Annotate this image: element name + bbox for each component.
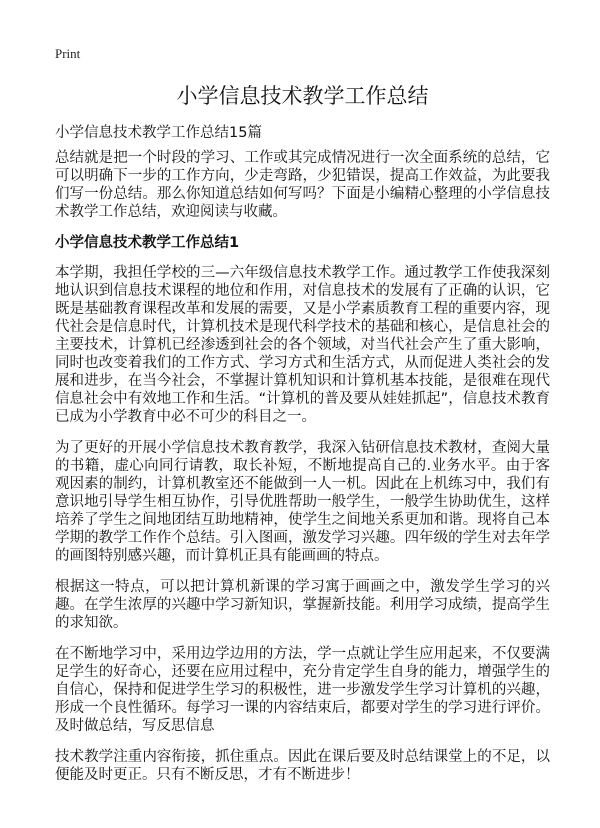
document-body (55, 149, 550, 797)
paragraph: 本学期，我担任学校的三—六年级信息技术教学工作。通过教学工作使我深刻地认识到信息技术课程的地位和作用，对信息技术的发展有了正确的认识，它既是基础教育课程改革和发展的需要，又是小学素质教育工程的重要内容，现代社会是信息时代，计算机技术是现代科学技术的基础和核心，是信息社会的主要技术，计算机已经渗透到社会的各个领域，对当代社会产生了重大影响，同时也改变着我们的工作方式、学习方式和生活方式，从而促进人类社会的发展和进步，在当今社会，不掌握计算机知识和计算机基本技能，是很难在现代信息社会中有效地工作和生活。“计算机的普及要从娃娃抓起”，信息技术教育已成为小学教育中必不可少的科目之一。 (55, 265, 550, 425)
paragraph: 技术教学注重内容衔接，抓住重点。因此在课后要及时总结课堂上的不足，以便能及时更正。只有不断反思，才有不断进步！ (55, 749, 550, 783)
paragraph: 根据这一特点，可以把计算机新课的学习寓于画画之中，激发学生学习的兴趣。在学生浓厚的兴趣中学习新知识，掌握新技能。利用学习成绩，提高学生的求知欲。 (55, 579, 550, 631)
paragraph: 为了更好的开展小学信息技术教育教学，我深入钻研信息技术教材，查阅大量的书籍，虚心向同行请教，取长补短，不断地提高自己的.业务水平。由于客观因素的制约，计算机教室还不能做到一人一机。因此在上机练习中，我们有意识地引导学生相互协作，引导优胜帮助一般学生，一般学生协助优生，这样培养了学生之间地团结互助地精神，使学生之间地关系更加和谐。现将自己本学期的教学工作作个总结。引入图画，激发学习兴趣。四年级的学生对去年学的画图特别感兴趣，而计算机正具有能画画的特点。 (55, 440, 550, 564)
print-link[interactable]: Print (55, 46, 81, 61)
paragraph: 在不断地学习中，采用边学边用的方法，学一点就让学生应用起来，不仅要满足学生的好奇心，还要在应用过程中，充分肯定学生自身的能力，增强学生的自信心，保持和促进学生学习的积极性，进一步激发学生学习计算机的兴趣，形成一个良性循环。每学习一课的内容结束后，都要对学生的学习进行评价。及时做总结，写反思信息 (55, 646, 550, 734)
intro-paragraph: 总结就是把一个时段的学习、工作或其完成情况进行一次全面系统的总结，它可以明确下一步的工作方向，少走弯路，少犯错误，提高工作效益，为此要我们写一份总结。那么你知道总结如何写吗？下面是小编精心整理的小学信息技术教学工作总结，欢迎阅读与收藏。 (55, 150, 550, 220)
document-title: 小学信息技术教学工作总结 (176, 84, 429, 108)
document-subtitle: 小学信息技术教学工作总结15篇 (55, 125, 262, 141)
section-heading: 小学信息技术教学工作总结1 (55, 235, 240, 251)
